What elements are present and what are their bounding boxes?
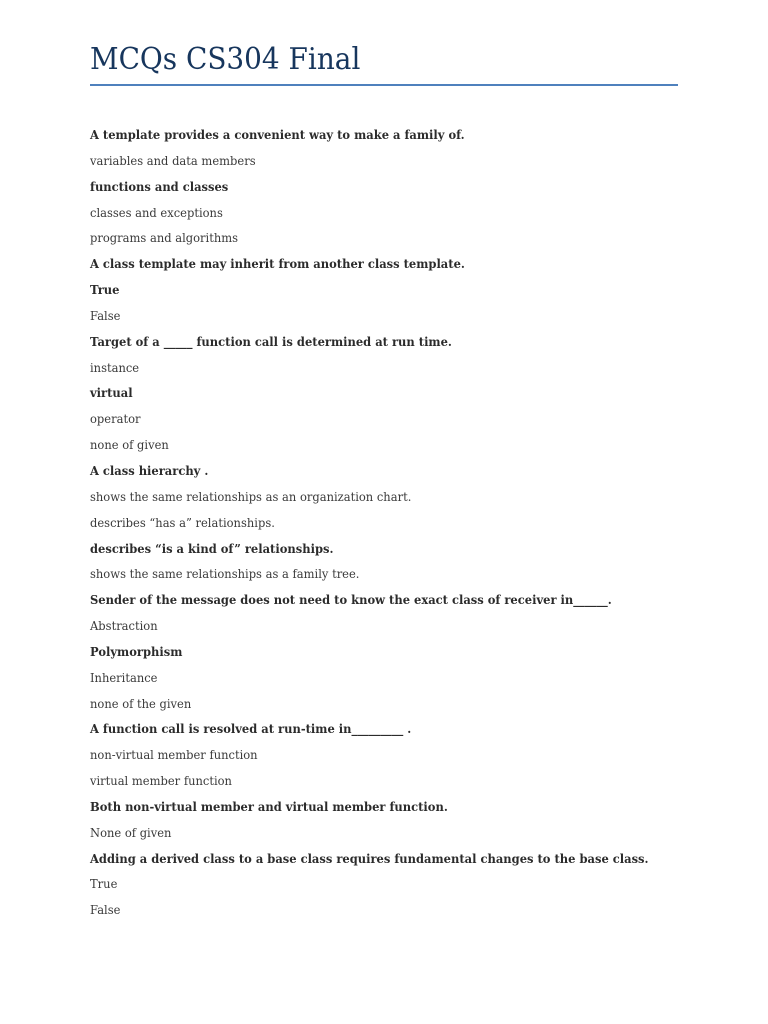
question-text: A class template may inherit from another class template. — [90, 256, 465, 272]
title-underline — [90, 84, 678, 86]
answer-option: variables and data members — [90, 152, 256, 168]
answer-option: None of given — [90, 824, 172, 840]
answer-option: describes “has a” relationships. — [90, 514, 275, 530]
question-text: Sender of the message does not need to know the exact class of receiver in______. — [90, 592, 612, 608]
question-text: Target of a _____ function call is determined at run time. — [90, 333, 452, 349]
answer-option-highlighted: Polymorphism — [90, 643, 183, 659]
question-text: A function call is resolved at run-time in_________ . — [90, 721, 412, 737]
question-text: A class hierarchy . — [90, 462, 209, 478]
answer-option: shows the same relationships as a family tree. — [90, 566, 360, 582]
answer-option-highlighted: virtual — [90, 385, 133, 401]
answer-option-highlighted: True — [90, 282, 120, 298]
answer-option: shows the same relationships as an organization chart. — [90, 488, 412, 504]
answer-option: programs and algorithms — [90, 230, 239, 246]
answer-option: instance — [90, 359, 140, 375]
answer-option: True — [90, 876, 118, 892]
question-text: A template provides a convenient way to make a family of. — [90, 127, 465, 142]
answer-option: False — [90, 902, 121, 918]
answer-option-highlighted: functions and classes — [90, 178, 229, 194]
answer-option: none of given — [90, 437, 169, 453]
page-title: MCQs CS304 Final — [90, 42, 361, 77]
answer-option-highlighted: Both non-virtual member and virtual member function. — [90, 798, 448, 814]
answer-option: False — [90, 307, 121, 323]
answer-option: Inheritance — [90, 669, 158, 685]
answer-option: non-virtual member function — [90, 747, 258, 763]
answer-option: none of the given — [90, 695, 192, 711]
answer-option-highlighted: describes “is a kind of” relationships. — [90, 540, 334, 556]
answer-option: virtual member function — [90, 773, 232, 789]
mcq-list — [90, 122, 690, 923]
answer-option: classes and exceptions — [90, 204, 223, 220]
answer-option: operator — [90, 411, 141, 427]
question-text: Adding a derived class to a base class requires fundamental changes to the base class. — [90, 850, 649, 866]
answer-option: Abstraction — [90, 618, 158, 634]
